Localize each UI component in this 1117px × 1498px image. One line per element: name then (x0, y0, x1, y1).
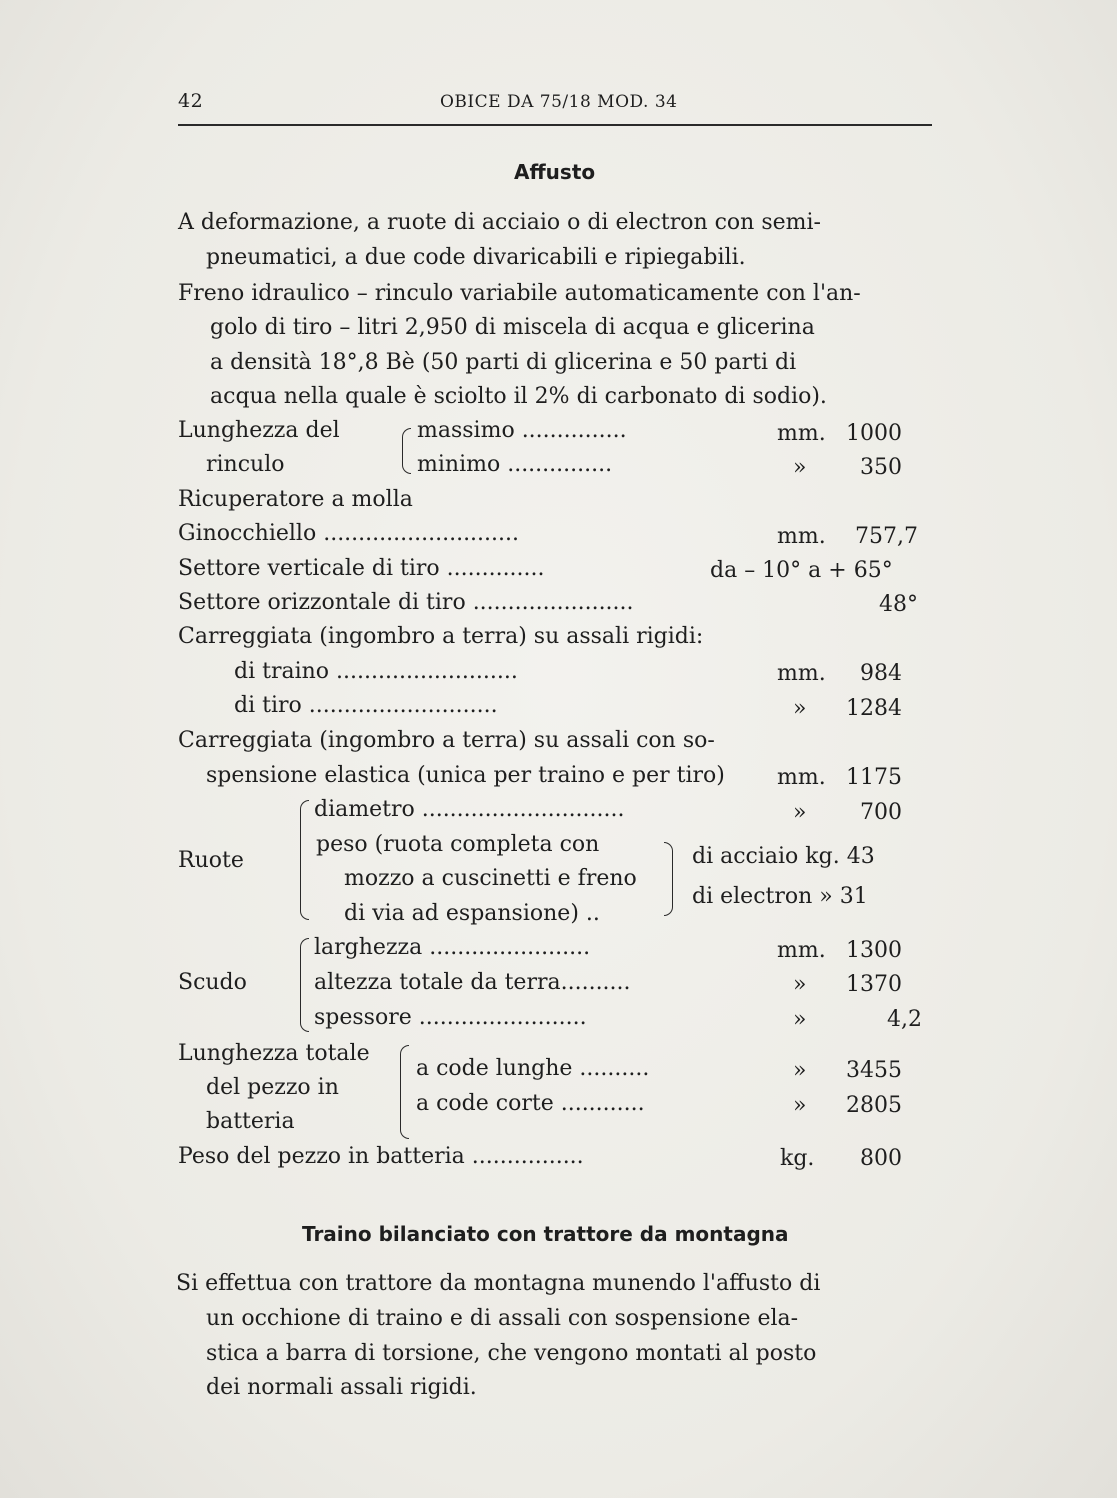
rinculo-label-2: rinculo (206, 452, 285, 477)
para1-line2: pneumatici, a due code divaricabili e ripiegabili. (206, 245, 746, 270)
para2-line1: Freno idraulico – rinculo variabile automaticamente con l'an- (178, 281, 861, 306)
brace-ruote-peso (664, 842, 673, 916)
ruote-label: Ruote (178, 848, 244, 873)
lunghezza-totale-label-3: batteria (206, 1109, 295, 1134)
running-title: OBICE DA 75/18 MOD. 34 (440, 92, 678, 112)
ruote-diametro: diametro ............................. (314, 797, 625, 822)
page-number: 42 (178, 90, 204, 112)
rinculo-minimo: minimo ............... (417, 452, 613, 477)
rinculo-massimo-value: 1000 (846, 421, 902, 446)
ruote-acciaio: di acciaio kg. 43 (692, 844, 875, 869)
carreggiata-tiro: di tiro ........................... (234, 693, 498, 718)
traino-para-line3: stica a barra di torsione, che vengono montati al posto (206, 1341, 817, 1366)
carreggiata-elastica-line2: spensione elastica (unica per traino e per tiro) (206, 763, 725, 788)
scudo-spessore-value: 4,2 (887, 1007, 922, 1032)
ruote-diametro-value: 700 (860, 800, 902, 825)
ruote-peso-1: peso (ruota completa con (316, 832, 600, 857)
carreggiata-rigidi-label: Carreggiata (ingombro a terra) su assali rigidi: (178, 624, 704, 649)
traino-para-line4: dei normali assali rigidi. (206, 1375, 477, 1400)
ricuperatore: Ricuperatore a molla (178, 487, 413, 512)
rinculo-massimo: massimo ............... (417, 418, 627, 443)
carreggiata-traino-unit: mm. (777, 661, 826, 686)
carreggiata-elastica-value: 1175 (846, 765, 902, 790)
peso-pezzo-value: 800 (860, 1146, 902, 1171)
ruote-diametro-unit: » (793, 800, 807, 825)
scudo-altezza-value: 1370 (846, 972, 902, 997)
rinculo-label-1: Lunghezza del (178, 418, 340, 443)
lunghezza-totale-label-1: Lunghezza totale (178, 1041, 370, 1066)
lunghezza-code-corte-unit: » (793, 1093, 807, 1118)
scudo-spessore-unit: » (793, 1007, 807, 1032)
scudo-altezza: altezza totale da terra.......... (314, 970, 631, 995)
carreggiata-traino: di traino .......................... (234, 659, 518, 684)
scudo-altezza-unit: » (793, 972, 807, 997)
settore-verticale-value: da – 10° a + 65° (710, 558, 893, 583)
carreggiata-elastica-line1: Carreggiata (ingombro a terra) su assali con so- (178, 728, 715, 753)
settore-orizzontale-label: Settore orizzontale di tiro ....................... (178, 590, 634, 615)
lunghezza-code-lunghe: a code lunghe .......... (416, 1056, 650, 1081)
carreggiata-tiro-value: 1284 (846, 696, 902, 721)
para1-line1: A deformazione, a ruote di acciaio o di electron con semi- (178, 210, 821, 235)
ginocchiello-value: 757,7 (855, 524, 918, 549)
ginocchiello-label: Ginocchiello ............................ (178, 521, 520, 546)
rinculo-minimo-value: 350 (860, 455, 902, 480)
ginocchiello-unit: mm. (777, 524, 826, 549)
traino-para-line1: Si effettua con trattore da montagna munendo l'affusto di (176, 1271, 821, 1296)
settore-orizzontale-value: 48° (879, 592, 918, 617)
brace-lunghezza-totale (400, 1045, 409, 1139)
rinculo-minimo-unit: » (793, 455, 807, 480)
lunghezza-code-corte: a code corte ............ (416, 1091, 645, 1116)
para2-line2: golo di tiro – litri 2,950 di miscela di acqua e glicerina (210, 315, 815, 340)
ruote-peso-3: di via ad espansione) .. (344, 901, 600, 926)
ruote-peso-2: mozzo a cuscinetti e freno (344, 866, 637, 891)
rinculo-massimo-unit: mm. (777, 421, 826, 446)
scudo-larghezza-unit: mm. (777, 938, 826, 963)
settore-verticale-label: Settore verticale di tiro .............. (178, 556, 545, 581)
ruote-electron: di electron » 31 (692, 884, 868, 909)
carreggiata-tiro-unit: » (793, 696, 807, 721)
traino-para-line2: un occhione di traino e di assali con sospensione ela- (206, 1306, 799, 1331)
scudo-larghezza-value: 1300 (846, 938, 902, 963)
brace-scudo (300, 938, 309, 1032)
section-title-affusto: Affusto (514, 160, 596, 184)
lunghezza-code-corte-value: 2805 (846, 1093, 902, 1118)
peso-pezzo-unit: kg. (780, 1146, 815, 1171)
brace-rinculo (402, 428, 411, 474)
peso-pezzo-label: Peso del pezzo in batteria ................ (178, 1144, 584, 1169)
scudo-larghezza: larghezza ....................... (314, 935, 591, 960)
lunghezza-totale-label-2: del pezzo in (206, 1075, 339, 1100)
scudo-label: Scudo (178, 970, 247, 995)
scudo-spessore: spessore ........................ (314, 1005, 587, 1030)
para2-line4: acqua nella quale è sciolto il 2% di carbonato di sodio). (210, 384, 827, 409)
para2-line3: a densità 18°,8 Bè (50 parti di glicerina e 50 parti di (210, 350, 797, 375)
carreggiata-traino-value: 984 (860, 661, 902, 686)
section-title-traino: Traino bilanciato con trattore da montagna (302, 1222, 789, 1246)
lunghezza-code-lunghe-value: 3455 (846, 1058, 902, 1083)
header-rule (178, 124, 932, 126)
carreggiata-elastica-unit: mm. (777, 765, 826, 790)
brace-ruote (300, 800, 309, 920)
lunghezza-code-lunghe-unit: » (793, 1058, 807, 1083)
